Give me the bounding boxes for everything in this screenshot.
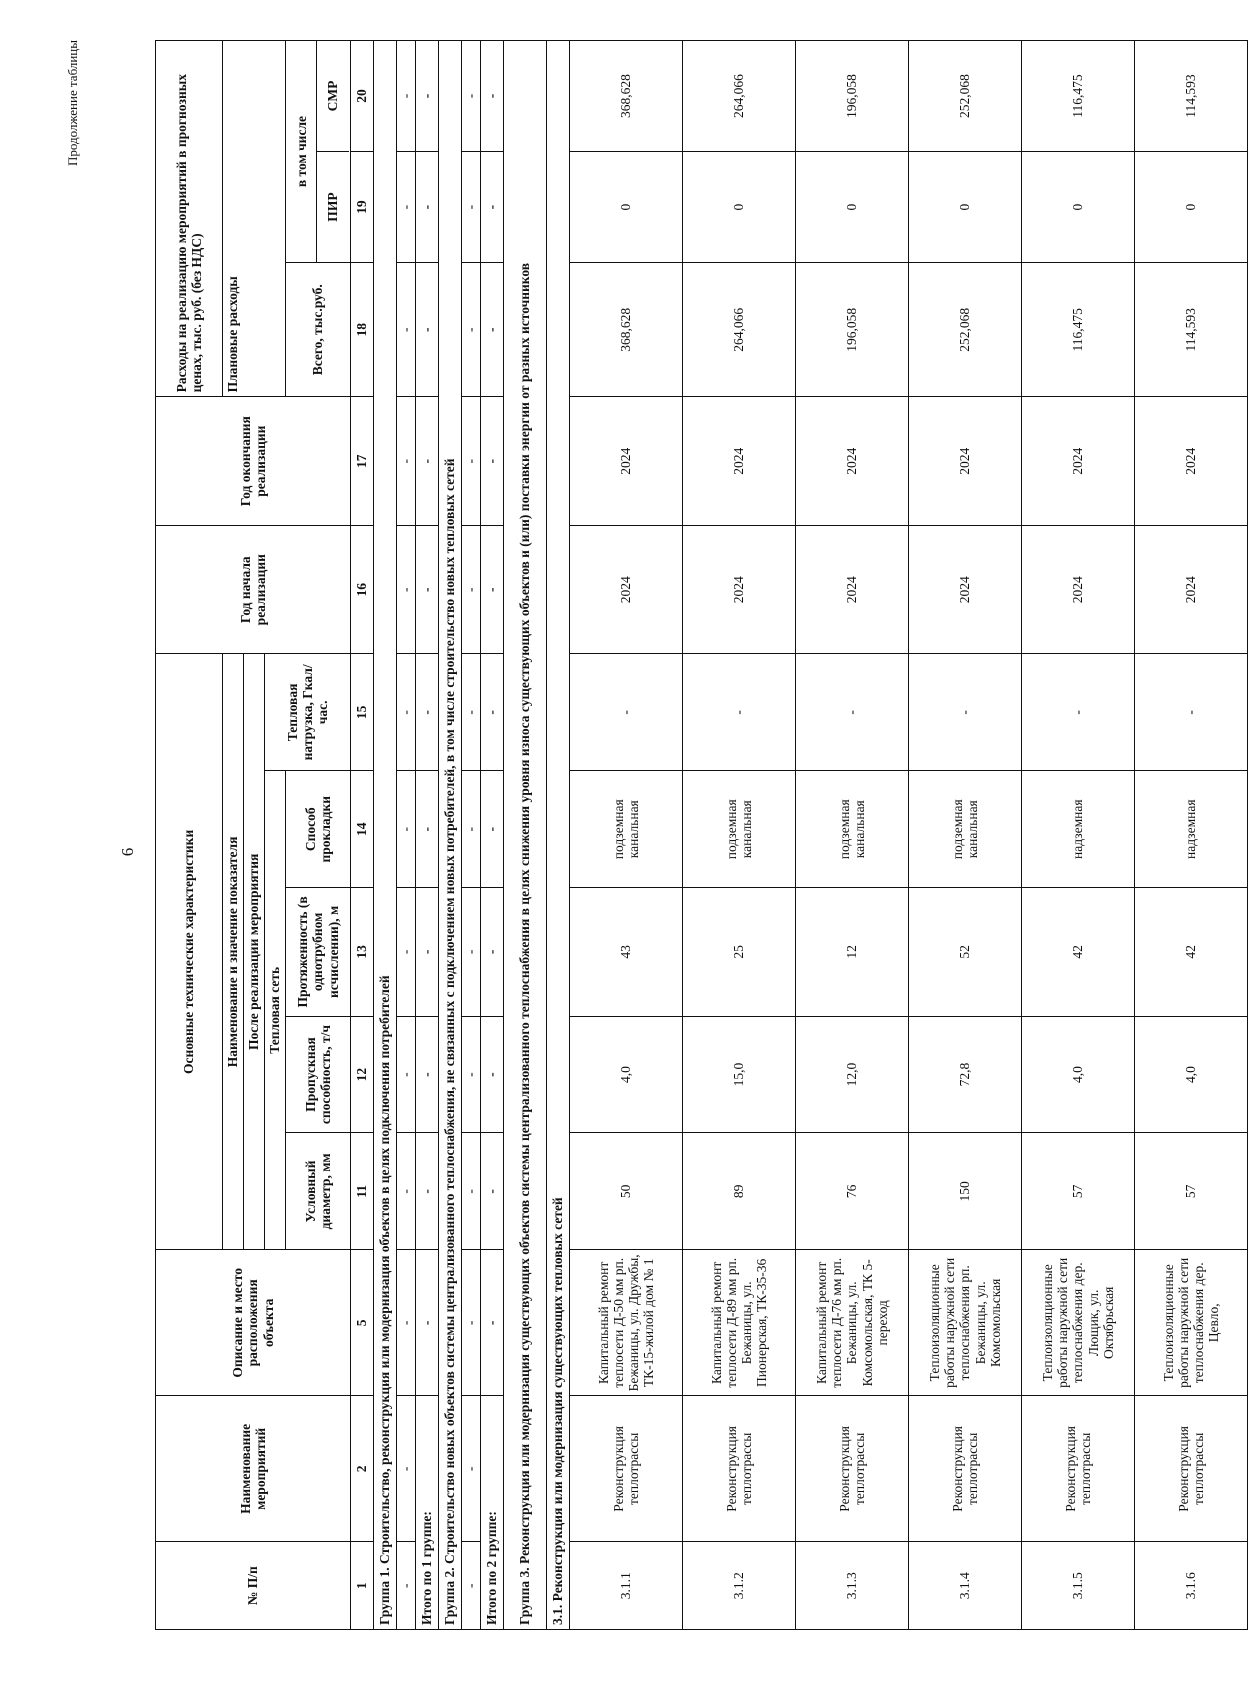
row-desc: Капитальный ремонт теплосети Д-50 мм рп. Бежаницы, ул. Дружбы, ТК-15-жилой дом № 1 xyxy=(570,1250,683,1396)
row-no: 3.1.5 xyxy=(1022,1542,1135,1630)
header-diameter: Условный диаметр, мм xyxy=(286,1133,351,1250)
table-row xyxy=(570,41,683,1630)
col-num: 16 xyxy=(351,525,374,654)
row-diameter: 89 xyxy=(683,1133,796,1250)
header-length: Протяженность (в однотрубном исчислении), м xyxy=(286,888,351,1017)
dash-cell: - xyxy=(397,888,416,1017)
dash-cell: - xyxy=(416,1250,439,1396)
subgroup-3-1-title: 3.1. Реконструкция или модернизация существующих тепловых сетей xyxy=(547,41,570,1630)
dash-cell: - xyxy=(462,152,481,263)
row-name: Реконструкция теплотрассы xyxy=(1135,1396,1248,1542)
col-num: 11 xyxy=(351,1133,374,1250)
header-start: Год начала реализации xyxy=(156,525,351,654)
row-start: 2024 xyxy=(570,525,683,654)
row-total: 114,593 xyxy=(1135,263,1248,397)
row-desc: Теплоизоляционные работы наружной сети теплоснабжения дер. Лющик, ул. Октябрьская xyxy=(1022,1250,1135,1396)
row-capacity: 4,0 xyxy=(1022,1016,1135,1133)
dash-cell: - xyxy=(481,152,504,263)
row-smr: 196,058 xyxy=(796,41,909,152)
row-desc: Капитальный ремонт теплосети Д-89 мм рп. Бежаницы, ул. Пионерская, ТК-35-36 xyxy=(683,1250,796,1396)
group-2-title: Группа 2. Строительство новых объектов системы централизованного теплоснабжения, не связанных с подключением новых потребителей, в том числе строительство новых тепловых сетей xyxy=(439,41,462,1630)
continuation-label: Продолжение таблицы xyxy=(65,40,80,166)
header-laying: Способ прокладки xyxy=(286,771,351,888)
dash-cell: - xyxy=(397,41,416,152)
row-laying: подземная канальная xyxy=(796,771,909,888)
dash-cell: - xyxy=(481,1016,504,1133)
dash-cell: - xyxy=(397,654,416,771)
dash-cell: - xyxy=(481,397,504,526)
header-pir: ПИР xyxy=(317,151,349,262)
row-name: Реконструкция теплотрассы xyxy=(1022,1396,1135,1542)
rotated-table-block xyxy=(65,40,1222,1695)
row-smr: 252,068 xyxy=(909,41,1022,152)
row-start: 2024 xyxy=(1135,525,1248,654)
header-capacity: Пропускная способность, т/ч xyxy=(286,1016,351,1133)
row-load: - xyxy=(1135,654,1248,771)
row-diameter: 57 xyxy=(1022,1133,1135,1250)
dash-cell: - xyxy=(462,41,481,152)
dash-cell: - xyxy=(397,152,416,263)
dash-cell: - xyxy=(462,1542,481,1630)
row-length: 42 xyxy=(1135,888,1248,1017)
header-desc: Описание и место расположения объекта xyxy=(156,1250,351,1396)
row-pir: 0 xyxy=(909,152,1022,263)
header-planned: Плановые расходы xyxy=(223,41,286,397)
row-load: - xyxy=(1022,654,1135,771)
row-pir: 0 xyxy=(570,152,683,263)
dash-cell: - xyxy=(397,1542,416,1630)
row-load: - xyxy=(570,654,683,771)
row-capacity: 4,0 xyxy=(1135,1016,1248,1133)
row-length: 12 xyxy=(796,888,909,1017)
row-length: 52 xyxy=(909,888,1022,1017)
dash-cell: - xyxy=(481,41,504,152)
row-laying: надземная xyxy=(1022,771,1135,888)
dash-cell: - xyxy=(462,888,481,1017)
table-row xyxy=(909,41,1022,1630)
dash-cell: - xyxy=(416,41,439,152)
row-diameter: 57 xyxy=(1135,1133,1248,1250)
row-smr: 368,628 xyxy=(570,41,683,152)
header-total: Всего, тыс.руб. xyxy=(286,263,351,397)
dash-cell: - xyxy=(397,263,416,397)
row-smr: 264,066 xyxy=(683,41,796,152)
header-network: Тепловая сеть xyxy=(265,771,286,1250)
group-3-title: Группа 3. Реконструкция или модернизация существующих объектов системы централизованного теплоснабжения в целях снижения уровня износа существующих объектов и (или) поставки энергии от разных источников xyxy=(504,41,547,1630)
row-no: 3.1.3 xyxy=(796,1542,909,1630)
row-laying: подземная канальная xyxy=(683,771,796,888)
header-end: Год окончания реализации xyxy=(156,397,351,526)
dash-cell: - xyxy=(462,1250,481,1396)
row-desc: Капитальный ремонт теплосети Д-76 мм рп. Бежаницы, ул. Комсомольская, ТК 5- переход xyxy=(796,1250,909,1396)
row-name: Реконструкция теплотрассы xyxy=(796,1396,909,1542)
header-tech: Основные технические характеристики xyxy=(156,654,223,1250)
row-capacity: 4,0 xyxy=(570,1016,683,1133)
row-start: 2024 xyxy=(909,525,1022,654)
col-num: 15 xyxy=(351,654,374,771)
row-load: - xyxy=(796,654,909,771)
dash-cell: - xyxy=(462,1016,481,1133)
row-name: Реконструкция теплотрассы xyxy=(570,1396,683,1542)
row-no: 3.1.2 xyxy=(683,1542,796,1630)
col-num: 2 xyxy=(351,1396,374,1542)
header-load: Тепловая натрузка, Гкал/час. xyxy=(265,654,351,771)
row-length: 42 xyxy=(1022,888,1135,1017)
row-laying: подземная канальная xyxy=(909,771,1022,888)
col-num: 20 xyxy=(351,41,374,152)
dash-cell: - xyxy=(481,263,504,397)
dash-cell: - xyxy=(416,888,439,1017)
row-no: 3.1.4 xyxy=(909,1542,1022,1630)
table-header xyxy=(156,41,374,1630)
row-diameter: 50 xyxy=(570,1133,683,1250)
row-name: Реконструкция теплотрассы xyxy=(909,1396,1022,1542)
group-1-total-label: Итого по 1 группе: xyxy=(416,1396,439,1630)
row-smr: 116,475 xyxy=(1022,41,1135,152)
dash-cell: - xyxy=(397,525,416,654)
dash-cell: - xyxy=(416,771,439,888)
row-laying: надземная xyxy=(1135,771,1248,888)
header-costs: Расходы на реализацию мероприятий в прогнозных ценах, тыс. руб. (без НДС) xyxy=(156,41,223,397)
row-total: 368,628 xyxy=(570,263,683,397)
row-length: 43 xyxy=(570,888,683,1017)
dash-cell: - xyxy=(416,152,439,263)
header-after: После реализации мероприятия xyxy=(244,654,265,1250)
dash-cell: - xyxy=(397,1250,416,1396)
header-smr: СМР xyxy=(324,80,340,112)
col-num: 17 xyxy=(351,397,374,526)
row-length: 25 xyxy=(683,888,796,1017)
col-num: 19 xyxy=(351,152,374,263)
col-num: 12 xyxy=(351,1016,374,1133)
dash-cell: - xyxy=(416,1016,439,1133)
row-total: 116,475 xyxy=(1022,263,1135,397)
row-end: 2024 xyxy=(796,397,909,526)
col-num: 5 xyxy=(351,1250,374,1396)
dash-cell: - xyxy=(397,1133,416,1250)
row-start: 2024 xyxy=(1022,525,1135,654)
row-end: 2024 xyxy=(1135,397,1248,526)
col-num: 1 xyxy=(351,1542,374,1630)
row-total: 196,058 xyxy=(796,263,909,397)
group-1-title: Группа 1. Строительство, реконструкция или модернизация объектов в целях подключения потребителей xyxy=(374,41,397,1630)
dash-cell: - xyxy=(481,888,504,1017)
row-name: Реконструкция теплотрассы xyxy=(683,1396,796,1542)
table-row xyxy=(1135,41,1248,1630)
header-incl: в том числе xyxy=(288,41,317,262)
row-load: - xyxy=(683,654,796,771)
dash-cell: - xyxy=(397,771,416,888)
row-laying: подземная канальная xyxy=(570,771,683,888)
col-num: 18 xyxy=(351,263,374,397)
dash-cell: - xyxy=(481,771,504,888)
table-row xyxy=(683,41,796,1630)
measures-table xyxy=(155,40,1248,1630)
row-end: 2024 xyxy=(909,397,1022,526)
row-total: 252,068 xyxy=(909,263,1022,397)
row-diameter: 76 xyxy=(796,1133,909,1250)
row-desc: Теплоизоляционные работы наружной сети теплоснабжения дер. Цевло, xyxy=(1135,1250,1248,1396)
row-capacity: 72,8 xyxy=(909,1016,1022,1133)
row-desc: Теплоизоляционные работы наружной сети теплоснабжения рп. Бежаницы, ул. Комсомольская xyxy=(909,1250,1022,1396)
table-body xyxy=(374,41,1248,1630)
page-number: 6 xyxy=(118,847,137,857)
col-num: 13 xyxy=(351,888,374,1017)
dash-cell: - xyxy=(462,771,481,888)
row-capacity: 12,0 xyxy=(796,1016,909,1133)
table-row xyxy=(796,41,909,1630)
header-tech-sub: Наименование и значение показателя xyxy=(223,654,244,1250)
row-load: - xyxy=(909,654,1022,771)
dash-cell: - xyxy=(481,1250,504,1396)
dash-cell: - xyxy=(462,654,481,771)
dash-cell: - xyxy=(481,1133,504,1250)
row-capacity: 15,0 xyxy=(683,1016,796,1133)
dash-cell: - xyxy=(462,1133,481,1250)
dash-cell: - xyxy=(416,1133,439,1250)
dash-cell: - xyxy=(462,263,481,397)
row-pir: 0 xyxy=(1135,152,1248,263)
row-start: 2024 xyxy=(796,525,909,654)
row-no: 3.1.6 xyxy=(1135,1542,1248,1630)
dash-cell: - xyxy=(397,397,416,526)
dash-cell: - xyxy=(462,525,481,654)
dash-cell: - xyxy=(462,1396,481,1542)
table-row xyxy=(1022,41,1135,1630)
dash-cell: - xyxy=(416,263,439,397)
header-name: Наименование мероприятий xyxy=(156,1396,351,1542)
dash-cell: - xyxy=(481,525,504,654)
dash-cell: - xyxy=(416,525,439,654)
row-smr: 114,593 xyxy=(1135,41,1248,152)
dash-cell: - xyxy=(416,397,439,526)
header-no: № П/п xyxy=(156,1542,351,1630)
row-total: 264,066 xyxy=(683,263,796,397)
dash-cell: - xyxy=(397,1396,416,1542)
row-start: 2024 xyxy=(683,525,796,654)
dash-cell: - xyxy=(481,654,504,771)
row-no: 3.1.1 xyxy=(570,1542,683,1630)
row-end: 2024 xyxy=(570,397,683,526)
col-num: 14 xyxy=(351,771,374,888)
row-diameter: 150 xyxy=(909,1133,1022,1250)
row-pir: 0 xyxy=(683,152,796,263)
dash-cell: - xyxy=(397,1016,416,1133)
row-pir: 0 xyxy=(796,152,909,263)
row-pir: 0 xyxy=(1022,152,1135,263)
dash-cell: - xyxy=(462,397,481,526)
group-2-total-label: Итого по 2 группе: xyxy=(481,1396,504,1630)
dash-cell: - xyxy=(416,654,439,771)
row-end: 2024 xyxy=(683,397,796,526)
row-end: 2024 xyxy=(1022,397,1135,526)
